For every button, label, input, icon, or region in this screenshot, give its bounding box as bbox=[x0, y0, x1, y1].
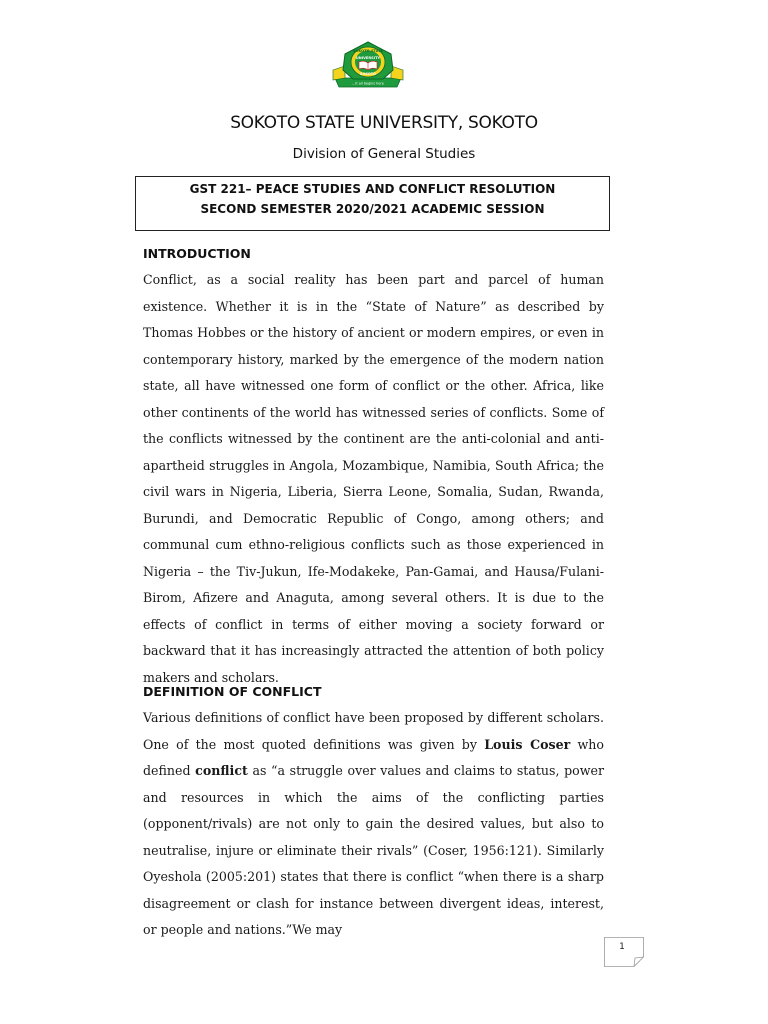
course-title-box bbox=[135, 176, 610, 231]
definition-heading: DEFINITION OF CONFLICT bbox=[143, 684, 322, 699]
page-number: 1 bbox=[619, 942, 625, 952]
definition-paragraph bbox=[143, 705, 604, 944]
logo-top-text: SOKOTO STATE bbox=[352, 49, 384, 53]
course-title: GST 221– PEACE STUDIES AND CONFLICT RESOLUTION bbox=[189, 182, 556, 196]
academic-session: SECOND SEMESTER 2020/2021 ACADEMIC SESSION bbox=[200, 202, 545, 216]
university-logo bbox=[331, 40, 405, 92]
definition-text-2: who defined bbox=[143, 736, 604, 778]
definition-text-3: as “a struggle over values and claims to status, power and resources in which the aims of the conflicting parties (opponent/rivals) are not only to gain the desired values, but also to neutralise, injure or eliminate their rivals” (Coser, 1956:121). Similarly Oyeshola (2005:201) states that there is conflict “when there is a sharp disagreement or clash for instance between divergent ideas, interest, or people and nations.”We may bbox=[143, 763, 605, 937]
division-name: Division of General Studies bbox=[292, 146, 476, 162]
logo-motto-text: ...it all begins here bbox=[352, 81, 384, 86]
logo-bottom-text: SOKOTO bbox=[360, 72, 376, 76]
definition-text-1: Various definitions of conflict have been proposed by different scholars. One of the most quoted definitions was given by bbox=[143, 710, 604, 752]
definition-term-bold: conflict bbox=[195, 763, 248, 778]
introduction-heading: INTRODUCTION bbox=[143, 246, 251, 261]
university-name: SOKOTO STATE UNIVERSITY, SOKOTO bbox=[230, 113, 538, 133]
introduction-paragraph: Conflict, as a social reality has been part and parcel of human existence. Whether it is in the “State of Nature” as described by Thomas Hobbes or the history of ancient or modern empires, or even in contemporary history, marked by the emergence of the modern nation state, all have witnessed one form of conflict or the other. Africa, like other continents of the world has witnessed series of conflicts. Some of the conflicts witnessed by the continent are the anti-colonial and anti-apartheid struggles in Angola, Mozambique, Namibia, South Africa; the civil wars in Nigeria, Liberia, Sierra Leone, Somalia, Sudan, Rwanda, Burundi, and Democratic Republic of Congo, among others; and communal cum ethno-religious conflicts such as those experienced in Nigeria – the Tiv-Jukun, Ife-Modakeke, Pan-Gamai, and Hausa/Fulani-Birom, Afizere and Anaguta, among several others. It is due to the effects of conflict in terms of either moving a society forward or backward that it has increasingly attracted the attention of both policy makers and scholars. bbox=[143, 272, 604, 685]
definition-name-bold: Louis Coser bbox=[484, 736, 571, 752]
logo-middle-text: UNIVERSITY bbox=[355, 56, 381, 60]
